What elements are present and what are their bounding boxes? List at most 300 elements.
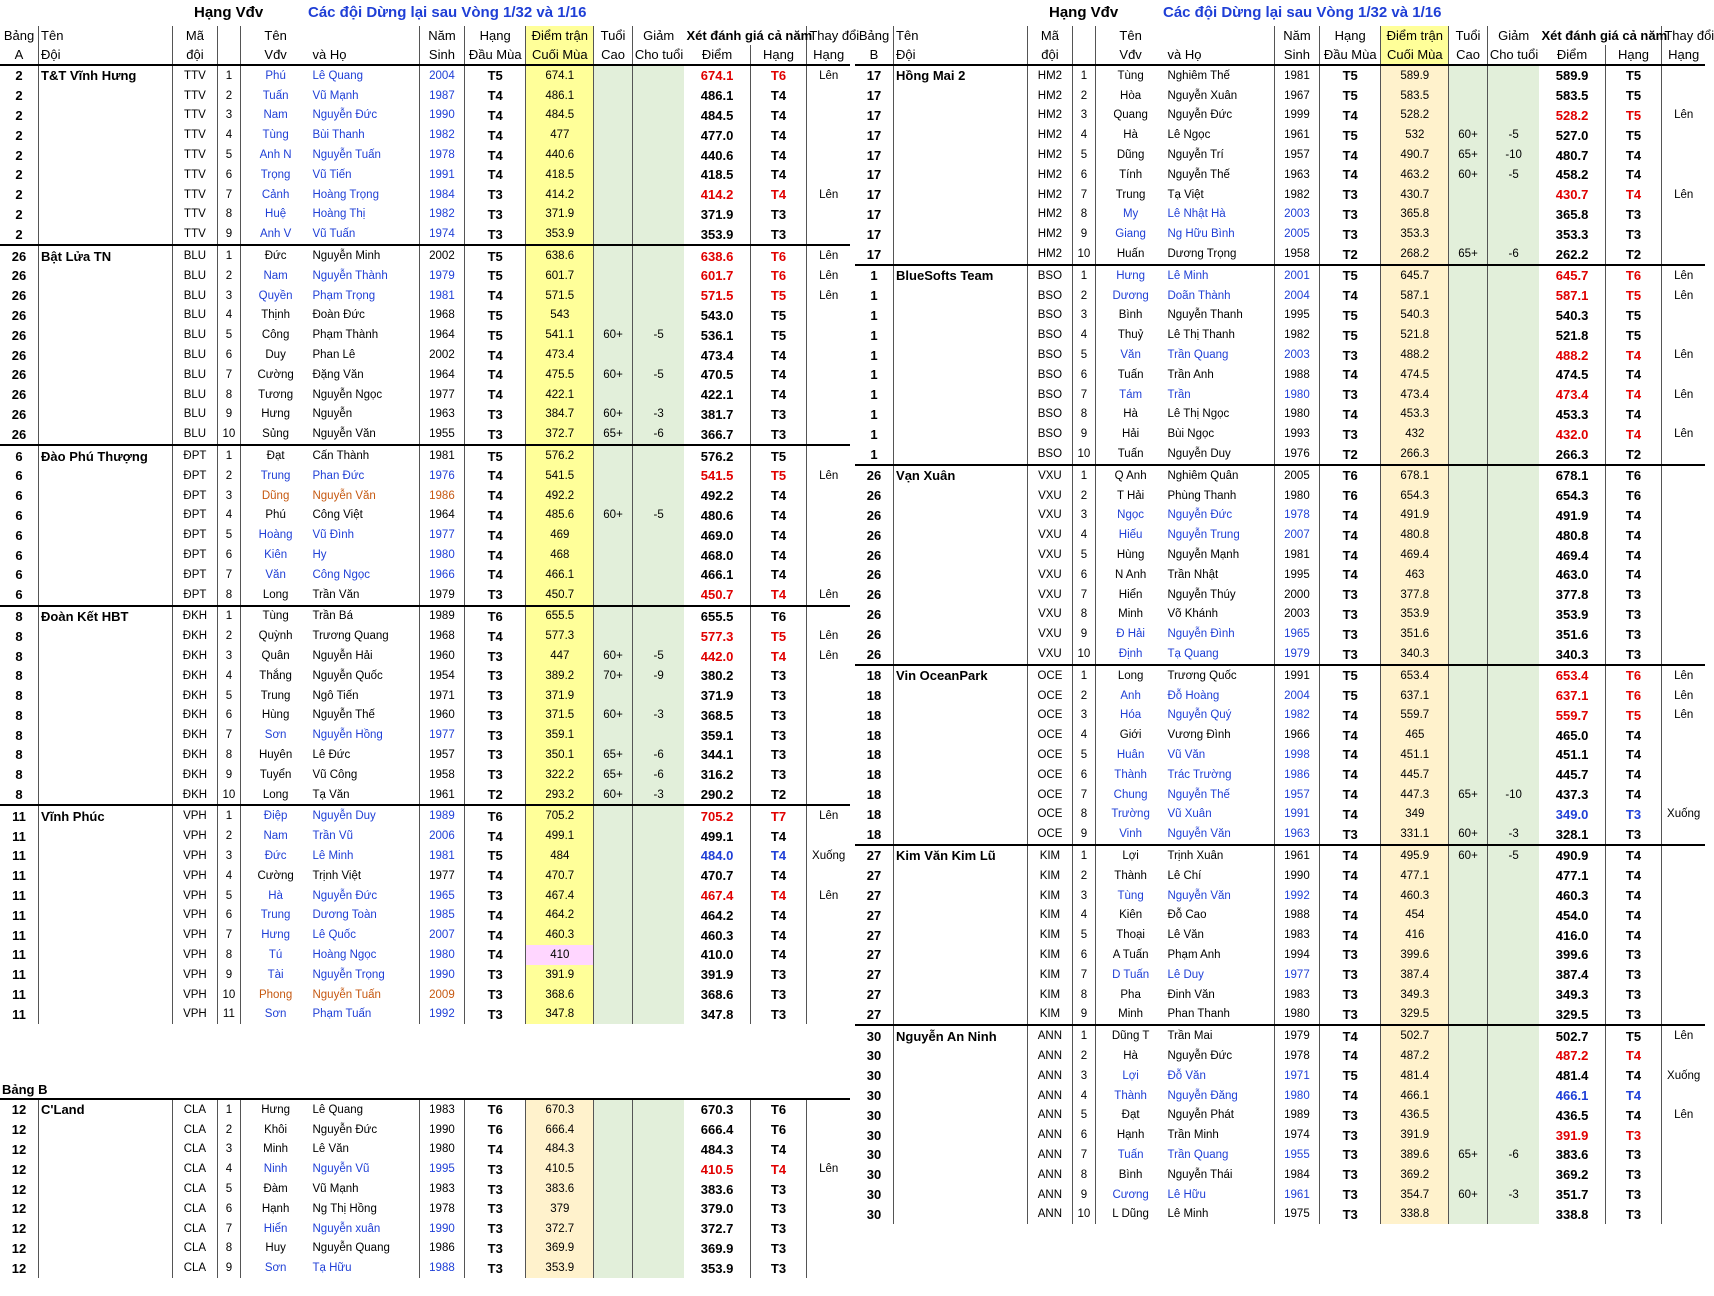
cell: Lê Hữu (1167, 1188, 1206, 1201)
cell (1487, 545, 1539, 565)
cell (594, 846, 633, 866)
table-row (855, 985, 1705, 1005)
cell: T4 (1320, 804, 1381, 824)
cell: Vũ Tuấn (312, 228, 356, 241)
cell (807, 506, 850, 526)
cell (1449, 804, 1488, 824)
cell: 351.7 (1555, 1187, 1589, 1203)
cell (1487, 1165, 1539, 1185)
cell: T4 (1320, 506, 1381, 526)
cell: 1989 (419, 606, 464, 627)
cell: Hoàng Thị (312, 208, 366, 221)
cell: 3 (1073, 706, 1096, 726)
cell: 3 (218, 846, 241, 866)
cell (1449, 706, 1488, 726)
cell: BSO (1027, 286, 1072, 306)
table-row (855, 785, 1705, 805)
cell: Vinh (1095, 824, 1165, 845)
cell (807, 826, 850, 846)
cell (594, 925, 633, 945)
cell: 414.2 (526, 185, 594, 205)
cell: 577.3 (700, 628, 734, 644)
cell: T3 (1320, 824, 1381, 845)
cell: 6 (15, 587, 23, 603)
cell: 4 (218, 125, 241, 145)
cell: T4 (1605, 545, 1662, 565)
cell: 521.8 (1555, 327, 1589, 343)
cell: T4 (750, 905, 807, 925)
cell: T4 (465, 525, 526, 545)
cell: 1981 (419, 846, 464, 866)
cell: 705.2 (526, 805, 594, 826)
header-cell: Mã (172, 26, 217, 45)
cell: T5 (1320, 1066, 1381, 1086)
cell: Phùng Thanh (1167, 489, 1237, 502)
cell (594, 725, 633, 745)
cell: -6 (1487, 244, 1539, 265)
cell: Hà (1095, 405, 1165, 425)
cell: T3 (1320, 1004, 1381, 1025)
cell: 1983 (1274, 925, 1319, 945)
cell: Thoại (1095, 925, 1165, 945)
cell: T4 (750, 486, 807, 506)
cell: Hóa (1095, 706, 1165, 726)
cell (594, 486, 633, 506)
cell (39, 365, 173, 385)
cell: BLU (172, 405, 217, 425)
cell: T3 (465, 985, 526, 1005)
cell: 465.0 (1555, 727, 1589, 743)
cell: ĐKH (172, 765, 217, 785)
cell: Dương Trọng (1167, 248, 1237, 261)
cell (807, 445, 850, 466)
cell: T6 (750, 606, 807, 627)
cell: T3 (1605, 605, 1662, 625)
cell: HM2 (1027, 224, 1072, 244)
cell: T4 (1605, 506, 1662, 526)
header-cell: Hạng (1320, 26, 1381, 45)
cell: 1988 (1274, 365, 1319, 385)
cell (1487, 745, 1539, 765)
cell: Lên (1662, 665, 1705, 686)
cell: 359.1 (700, 727, 734, 743)
cell: T5 (465, 445, 526, 466)
cell: Vũ Mạnh (312, 1183, 359, 1196)
cell: 9 (218, 965, 241, 985)
cell: Phan Đức (312, 469, 365, 482)
cell: 1981 (419, 445, 464, 466)
header-cell: Hạng (750, 45, 807, 65)
cell: 467.4 (700, 888, 734, 904)
cell (632, 846, 684, 866)
header-cell: Vđv (1095, 45, 1165, 65)
cell (39, 1120, 173, 1140)
cell (1662, 824, 1705, 845)
cell (894, 1004, 1028, 1025)
cell: ANN (1027, 1145, 1072, 1165)
cell (39, 224, 173, 245)
table-row (855, 765, 1705, 785)
cell: Lên (1662, 286, 1705, 306)
cell: 329.5 (1381, 1004, 1449, 1025)
cell: 11 (12, 888, 26, 904)
header-cell: Thay đổi (1662, 26, 1705, 45)
cell: Lợi (1095, 1066, 1165, 1086)
header-cell: Bảng (858, 28, 890, 43)
cell: Lên (1662, 185, 1705, 205)
cell (39, 1159, 173, 1179)
cell: 338.8 (1381, 1204, 1449, 1224)
cell: T3 (1605, 965, 1662, 985)
header-cell: Sinh (419, 45, 464, 65)
table-row (855, 665, 1705, 686)
cell: 9 (218, 1258, 241, 1278)
cell: 26 (11, 347, 27, 363)
cell: T5 (1320, 265, 1381, 286)
cell (39, 86, 173, 106)
cell (894, 866, 1028, 886)
cell: Nguyễn Duy (1167, 448, 1231, 461)
cell: Lê Ngọc (1167, 129, 1211, 142)
cell (1487, 86, 1539, 106)
right-panel (855, 0, 1714, 1224)
table-row (0, 985, 850, 1005)
cell: Đinh Văn (1167, 988, 1215, 1001)
cell: T3 (1320, 1204, 1381, 1224)
cell: T3 (750, 765, 807, 785)
cell (1449, 1004, 1488, 1025)
cell: 653.4 (1539, 665, 1605, 686)
cell (1449, 424, 1488, 444)
cell: 27 (866, 967, 882, 983)
cell: Lên (807, 886, 850, 906)
cell: 391.9 (1381, 1125, 1449, 1145)
cell: BSO (1027, 405, 1072, 425)
cell: T6 (1605, 265, 1662, 286)
table-row (0, 925, 850, 945)
cell: HM2 (1027, 65, 1072, 86)
cell (1662, 644, 1705, 665)
cell: Lên (807, 626, 850, 646)
cell: 11 (12, 907, 26, 923)
cell (894, 945, 1028, 965)
cell: Ng Hữu Bình (1167, 228, 1235, 241)
table-row (0, 1120, 850, 1140)
cell (594, 1120, 633, 1140)
cell: 469.4 (1555, 547, 1589, 563)
header-cell: Hạng (1662, 45, 1705, 65)
cell: T4 (1320, 886, 1381, 906)
cell: 369.9 (700, 1240, 734, 1256)
cell: 466.1 (700, 567, 734, 583)
cell: 1982 (1274, 185, 1319, 205)
cell (894, 1165, 1028, 1185)
cell: CLA (172, 1099, 217, 1120)
cell (39, 785, 173, 806)
cell: 60+ (1449, 125, 1488, 145)
cell: 10 (1073, 444, 1096, 465)
cell: T3 (1320, 205, 1381, 225)
cell: T3 (1320, 1165, 1381, 1185)
cell (632, 925, 684, 945)
cell: T5 (750, 445, 807, 466)
cell (594, 886, 633, 906)
cell: ĐPT (172, 585, 217, 606)
cell: 12 (11, 1240, 27, 1256)
cell: Phạm Trọng (312, 289, 376, 302)
cell (1449, 905, 1488, 925)
cell (894, 86, 1028, 106)
cell: VPH (172, 1004, 217, 1024)
cell: T4 (750, 1140, 807, 1160)
cell: 1 (870, 426, 878, 442)
cell: 268.2 (1381, 244, 1449, 265)
cell: Nguyễn Thái (1167, 1168, 1233, 1181)
cell (1449, 325, 1488, 345)
cell: Lên (807, 466, 850, 486)
cell: 353.3 (1381, 224, 1449, 244)
table-row (0, 565, 850, 585)
cell: 18 (866, 767, 882, 783)
cell: 371.9 (700, 206, 734, 222)
cell: 2 (218, 86, 241, 106)
cell: T5 (750, 325, 807, 345)
cell: T5 (1605, 86, 1662, 106)
cell: Hạnh (1095, 1125, 1165, 1145)
cell: 5 (1073, 745, 1096, 765)
cell: T3 (1605, 224, 1662, 244)
cell: Nguyễn Văn (1167, 828, 1231, 841)
cell (807, 1004, 850, 1024)
cell: 469.4 (1381, 545, 1449, 565)
cell (594, 345, 633, 365)
header-cell (1165, 26, 1274, 45)
cell: 1985 (419, 905, 464, 925)
cell: 372.7 (700, 1221, 734, 1237)
cell: 60+ (594, 325, 633, 345)
cell: Nguyễn Thành (312, 269, 388, 282)
cell: 1955 (419, 424, 464, 445)
cell: 1977 (419, 725, 464, 745)
cell: 353.9 (526, 224, 594, 245)
cell (594, 545, 633, 565)
cell: 1977 (419, 385, 464, 405)
cell: 2005 (1274, 465, 1319, 486)
cell: 65+ (594, 424, 633, 445)
cell (632, 1159, 684, 1179)
cell: Lên (807, 585, 850, 606)
cell: 460.3 (700, 927, 734, 943)
cell: Nguyễn Văn (312, 428, 376, 441)
cell: 418.5 (700, 167, 734, 183)
table-row (0, 745, 850, 765)
cell (1662, 145, 1705, 165)
cell (594, 985, 633, 1005)
cell: CLA (172, 1199, 217, 1219)
cell: 30 (866, 1088, 882, 1104)
cell: 1958 (419, 765, 464, 785)
cell: Sủng (240, 424, 310, 445)
cell: 27 (855, 845, 894, 866)
header-cell: Tên (240, 26, 310, 45)
cell: 17 (866, 88, 882, 104)
cell: 5 (218, 325, 241, 345)
cell: HM2 (1027, 244, 1072, 265)
cell: Đỗ Văn (1167, 1069, 1206, 1082)
cell: Hiển (1095, 585, 1165, 605)
cell: 12 (11, 1181, 27, 1197)
cell: Tùng (1095, 65, 1165, 86)
table-row (0, 846, 850, 866)
cell: 453.3 (1381, 405, 1449, 425)
cell: Thành (1095, 1086, 1165, 1106)
cell: T6 (750, 65, 807, 86)
cell: BSO (1027, 345, 1072, 365)
cell: 8 (218, 1239, 241, 1259)
cell (1487, 804, 1539, 824)
cell (894, 224, 1028, 244)
cell: Nguyễn Đức (312, 109, 378, 122)
cell: 8 (15, 747, 23, 763)
bang-b-label: Bảng B (2, 1082, 48, 1097)
cell (1662, 1125, 1705, 1145)
cell: 1957 (419, 745, 464, 765)
cell: BLU (172, 266, 217, 286)
cell (807, 224, 850, 245)
cell: Nguyễn Đức (1167, 1049, 1233, 1062)
cell (1487, 644, 1539, 665)
cell: 6 (1073, 1125, 1096, 1145)
cell (594, 224, 633, 245)
cell: 18 (866, 727, 882, 743)
cell (39, 385, 173, 405)
header-cell: Xét đánh giá cả năm (1541, 28, 1668, 43)
cell: Tạ Văn (312, 788, 350, 801)
cell (807, 125, 850, 145)
header-cell: Đội (894, 45, 1028, 65)
cell: Trịnh Việt (312, 869, 362, 882)
cell: 371.5 (526, 706, 594, 726)
cell: 481.4 (1555, 1068, 1589, 1084)
cell: 10 (218, 985, 241, 1005)
cell (39, 145, 173, 165)
cell (894, 1086, 1028, 1106)
cell: 2007 (1274, 525, 1319, 545)
cell: 18 (855, 665, 894, 686)
cell (1487, 925, 1539, 945)
cell: T4 (750, 545, 807, 565)
cell: 1978 (419, 145, 464, 165)
cell: ANN (1027, 1204, 1072, 1224)
cell: 447.3 (1381, 785, 1449, 805)
cell: Hưng (240, 405, 310, 425)
header-cell: Hạng (1605, 45, 1662, 65)
cell: 293.2 (526, 785, 594, 806)
header-cell: Sinh (1274, 45, 1319, 65)
table-row (0, 385, 850, 405)
cell: Huân (1095, 745, 1165, 765)
table-row (855, 1025, 1705, 1046)
cell (807, 86, 850, 106)
cell: 2000 (1274, 585, 1319, 605)
cell: Tài (240, 965, 310, 985)
cell: 347.8 (700, 1006, 734, 1022)
cell (39, 706, 173, 726)
cell: OCE (1027, 804, 1072, 824)
cell (1662, 965, 1705, 985)
cell (39, 725, 173, 745)
cell: 399.6 (1381, 945, 1449, 965)
cell: 11 (12, 848, 26, 864)
cell: Nguyễn Đình (1167, 628, 1235, 641)
cell (632, 965, 684, 985)
cell (1662, 125, 1705, 145)
cell: 451.1 (1381, 745, 1449, 765)
table-row (0, 765, 850, 785)
cell (894, 286, 1028, 306)
header-cell: Tuổi (1449, 26, 1488, 45)
cell: T4 (1320, 905, 1381, 925)
cell: T4 (750, 846, 807, 866)
cell (594, 565, 633, 585)
cell: 1957 (1274, 145, 1319, 165)
cell: 60+ (594, 506, 633, 526)
cell (39, 185, 173, 205)
cell: T5 (465, 306, 526, 326)
cell: Vũ Tiến (312, 168, 352, 181)
cell: D Tuấn (1095, 965, 1165, 985)
cell: T3 (1320, 644, 1381, 665)
cell: Minh (240, 1140, 310, 1160)
cell (1487, 1125, 1539, 1145)
cell (1487, 886, 1539, 906)
cell: ĐKH (172, 626, 217, 646)
cell (1662, 745, 1705, 765)
cell (1449, 925, 1488, 945)
cell: CLA (172, 1219, 217, 1239)
cell (894, 185, 1028, 205)
cell: 485.6 (526, 506, 594, 526)
cell (594, 1179, 633, 1199)
cell (1487, 565, 1539, 585)
cell (1662, 1046, 1705, 1066)
cell: 475.5 (526, 365, 594, 385)
cell (632, 686, 684, 706)
cell: 380.2 (700, 668, 734, 684)
cell: Nguyễn Đức (1167, 109, 1233, 122)
cell: 6 (15, 547, 23, 563)
cell (594, 1239, 633, 1259)
cell: Phú (240, 506, 310, 526)
cell: Lê Văn (1167, 929, 1204, 942)
cell (807, 145, 850, 165)
table-row (0, 886, 850, 906)
cell: 1984 (1274, 1165, 1319, 1185)
cell: 4 (218, 1159, 241, 1179)
cell: ĐPT (172, 466, 217, 486)
cell: Lê Quang (310, 65, 419, 86)
cell (594, 86, 633, 106)
cell (1662, 65, 1705, 86)
header-cell: Đầu Mùa (465, 45, 526, 65)
cell: 30 (855, 1025, 894, 1046)
cell (632, 245, 684, 266)
cell: 2007 (419, 925, 464, 945)
cell: 410.5 (700, 1161, 734, 1177)
cell: 368.5 (700, 707, 734, 723)
cell: 1979 (419, 266, 464, 286)
cell (1662, 465, 1705, 486)
